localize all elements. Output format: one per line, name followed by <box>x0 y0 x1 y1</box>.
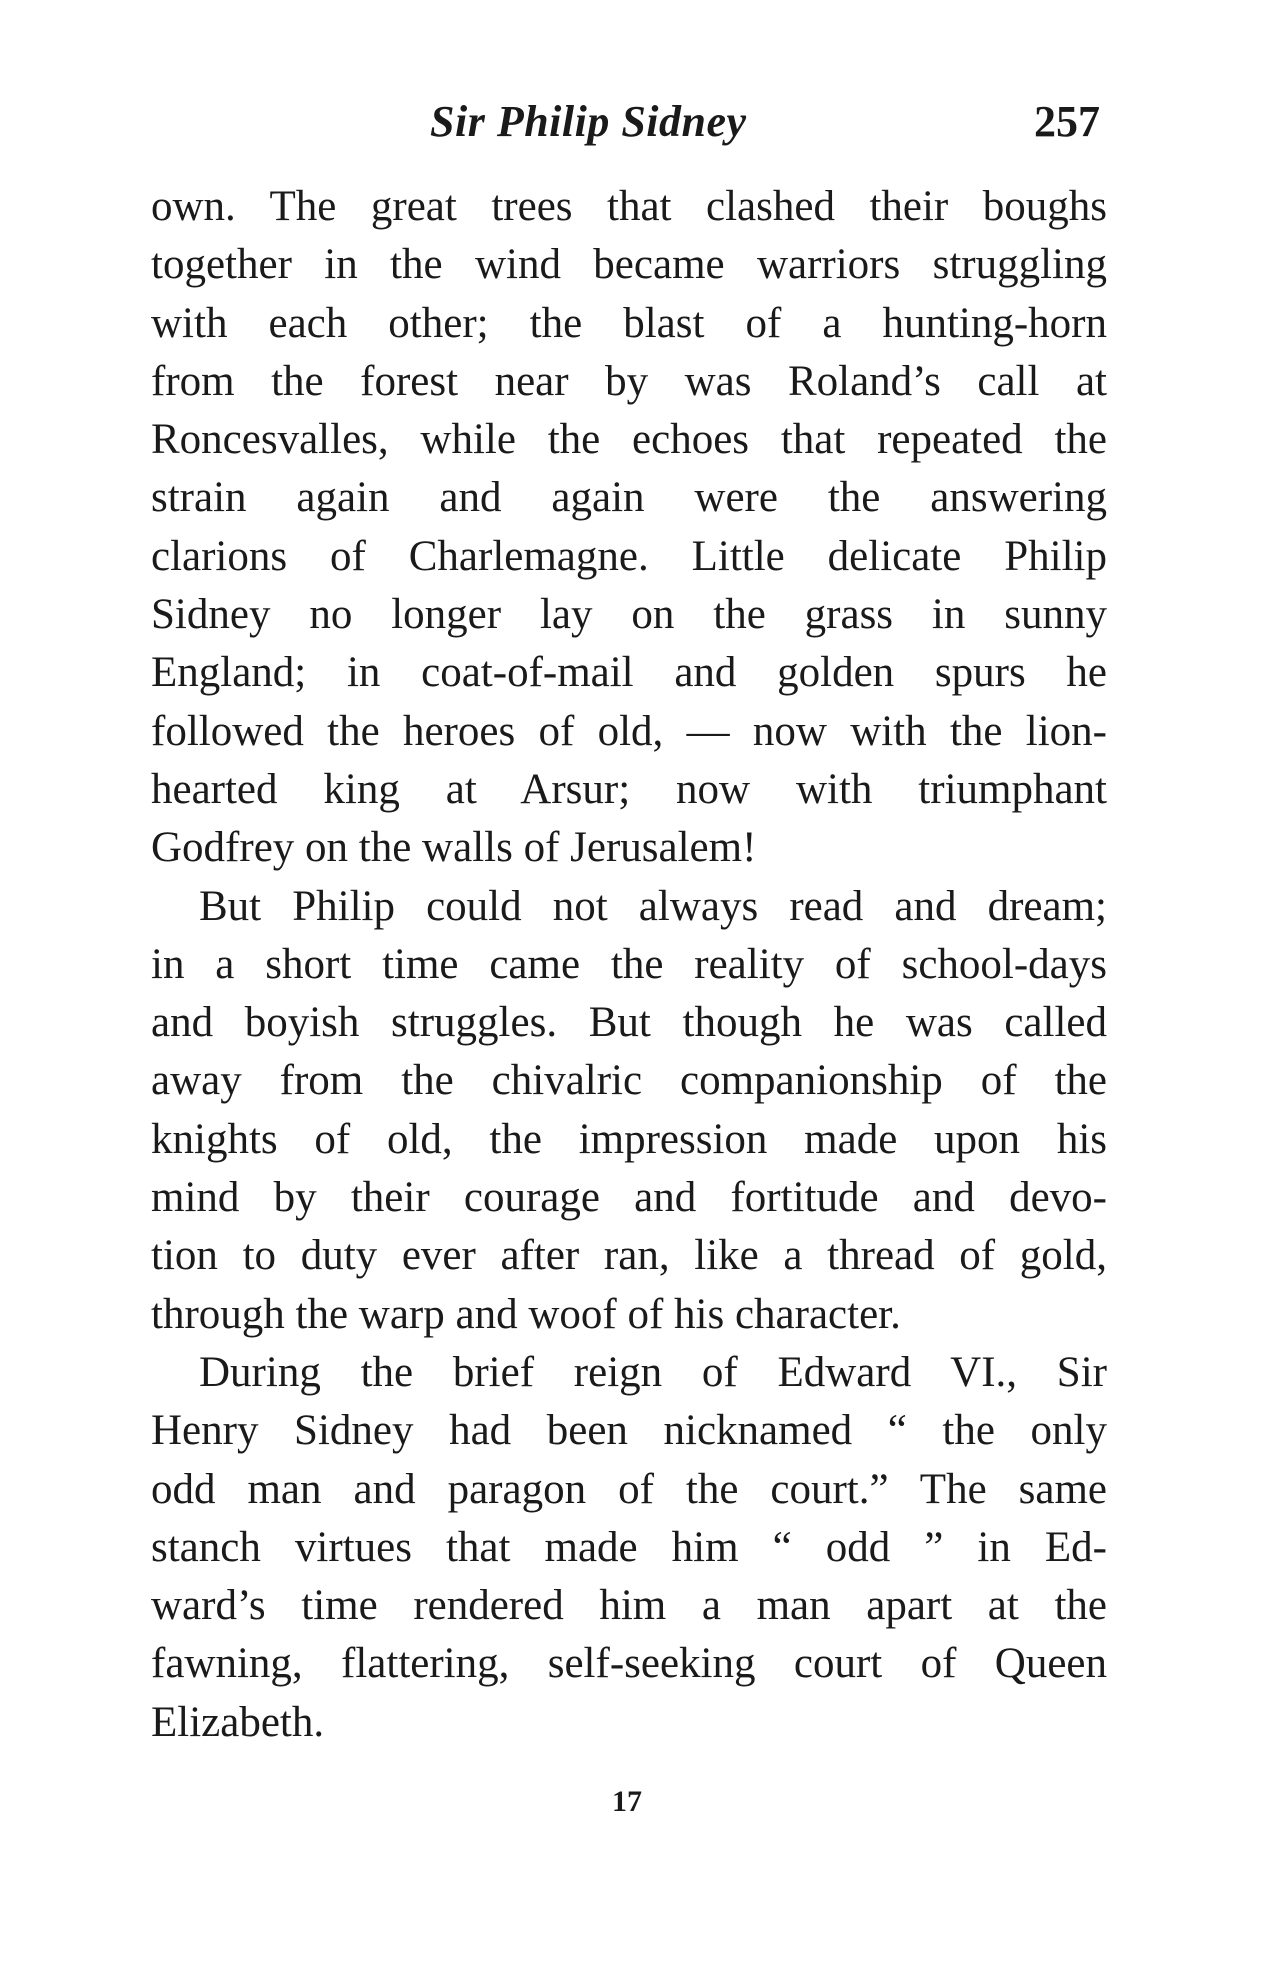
text-line: Roncesvalles, while the echoes that repeated the <box>151 416 1107 464</box>
text-line: strain again and again were the answering <box>151 474 1107 522</box>
text-line: Sidney no longer lay on the grass in sunny <box>151 591 1107 639</box>
text-line: and boyish struggles. But though he was called <box>151 999 1107 1047</box>
text-line: ward’s time rendered him a man apart at the <box>151 1582 1107 1630</box>
text-line: Elizabeth. <box>151 1698 325 1746</box>
text-line: fawning, flattering, self-seeking court of Queen <box>151 1640 1107 1688</box>
text-line: clarions of Charlemagne. Little delicate Philip <box>151 532 1107 580</box>
text-line: knights of old, the impression made upon his <box>151 1115 1107 1163</box>
text-line: with each other; the blast of a hunting-horn <box>151 299 1107 347</box>
text-line: together in the wind became warriors struggling <box>151 241 1107 289</box>
text-line: odd man and paragon of the court.” The same <box>151 1465 1107 1513</box>
text-line: stanch virtues that made him “ odd ” in Ed- <box>151 1523 1107 1571</box>
text-line: During the brief reign of Edward VI., Sir <box>199 1348 1107 1396</box>
text-line: Godfrey on the walls of Jerusalem! <box>151 824 757 872</box>
text-line: in a short time came the reality of school-days <box>151 940 1107 988</box>
signature-mark: 17 <box>612 1785 642 1818</box>
text-line: Henry Sidney had been nicknamed “ the only <box>151 1407 1107 1455</box>
running-title: Sir Philip Sidney <box>430 97 747 146</box>
text-line: away from the chivalric companionship of the <box>151 1057 1107 1105</box>
text-line: from the forest near by was Roland’s call at <box>151 357 1107 405</box>
text-line: hearted king at Arsur; now with triumphant <box>151 765 1107 813</box>
text-line: through the warp and woof of his character. <box>151 1290 901 1338</box>
text-line: mind by their courage and fortitude and devo- <box>151 1174 1107 1222</box>
page-number: 257 <box>1034 97 1100 146</box>
running-head <box>0 96 1268 156</box>
text-line: But Philip could not always read and dream; <box>199 882 1107 930</box>
text-line: England; in coat-of-mail and golden spurs he <box>151 649 1107 697</box>
body-text <box>151 178 1107 1752</box>
text-line: followed the heroes of old, — now with the lion- <box>151 707 1107 755</box>
text-line: tion to duty ever after ran, like a thread of gold, <box>151 1232 1107 1280</box>
text-line: own. The great trees that clashed their boughs <box>151 183 1107 230</box>
